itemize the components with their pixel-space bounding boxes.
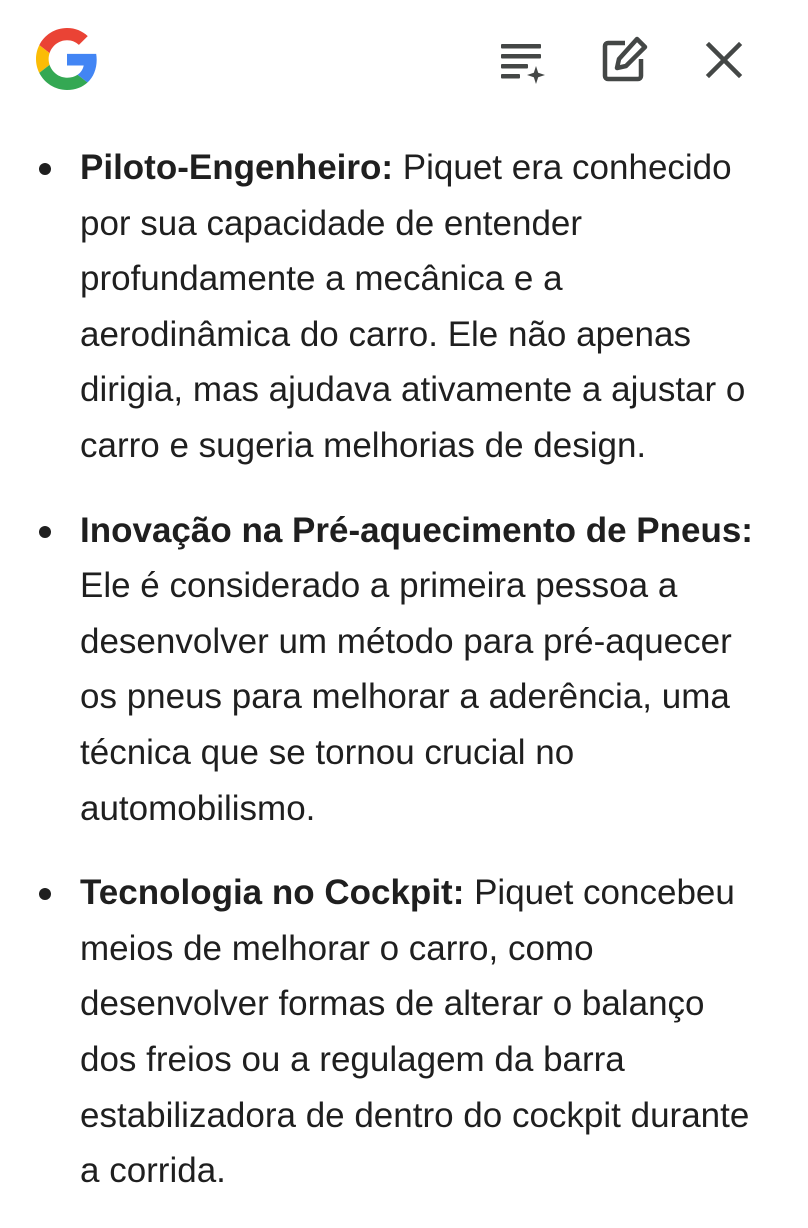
menu-sparkle-button[interactable]	[494, 32, 550, 88]
edit-button[interactable]	[596, 32, 652, 88]
bullet-icon	[39, 163, 51, 175]
edit-icon	[598, 34, 650, 86]
item-text: Ele é considerado a primeira pessoa a desenvolver um método para pré-aquecer os pneus para melhorar a aderência, uma técnica que se tornou crucial no automobilismo.	[80, 566, 732, 828]
close-button[interactable]	[696, 32, 752, 88]
item-title: Tecnologia no Cockpit:	[80, 873, 465, 913]
close-icon	[700, 36, 748, 84]
top-bar	[0, 0, 808, 118]
item-title: Inovação na Pré-aquecimento de Pneus:	[80, 510, 753, 550]
item-text: Piquet era conhecido por sua capacidade de entender profundamente a mecânica e a aerodinâmica do carro. Ele não apenas dirigia, mas ajudava ativamente a ajustar o carro e sugeria melhorias de design.	[80, 148, 746, 465]
response-content	[0, 140, 808, 1228]
bullet-icon	[39, 526, 51, 538]
bullet-icon	[39, 888, 51, 900]
item-title: Piloto-Engenheiro:	[80, 148, 394, 187]
item-text: Piquet concebeu meios de melhorar o carro, como desenvolver formas de alterar o balanço dos freios ou a regulagem da barra estabilizadora de dentro do cockpit durante a corrida.	[80, 873, 750, 1191]
list-item	[0, 865, 808, 1199]
list-item	[0, 140, 808, 474]
google-logo	[36, 28, 98, 90]
list-item	[0, 503, 808, 837]
bullet-list	[0, 140, 808, 1199]
menu-sparkle-icon	[496, 34, 548, 86]
